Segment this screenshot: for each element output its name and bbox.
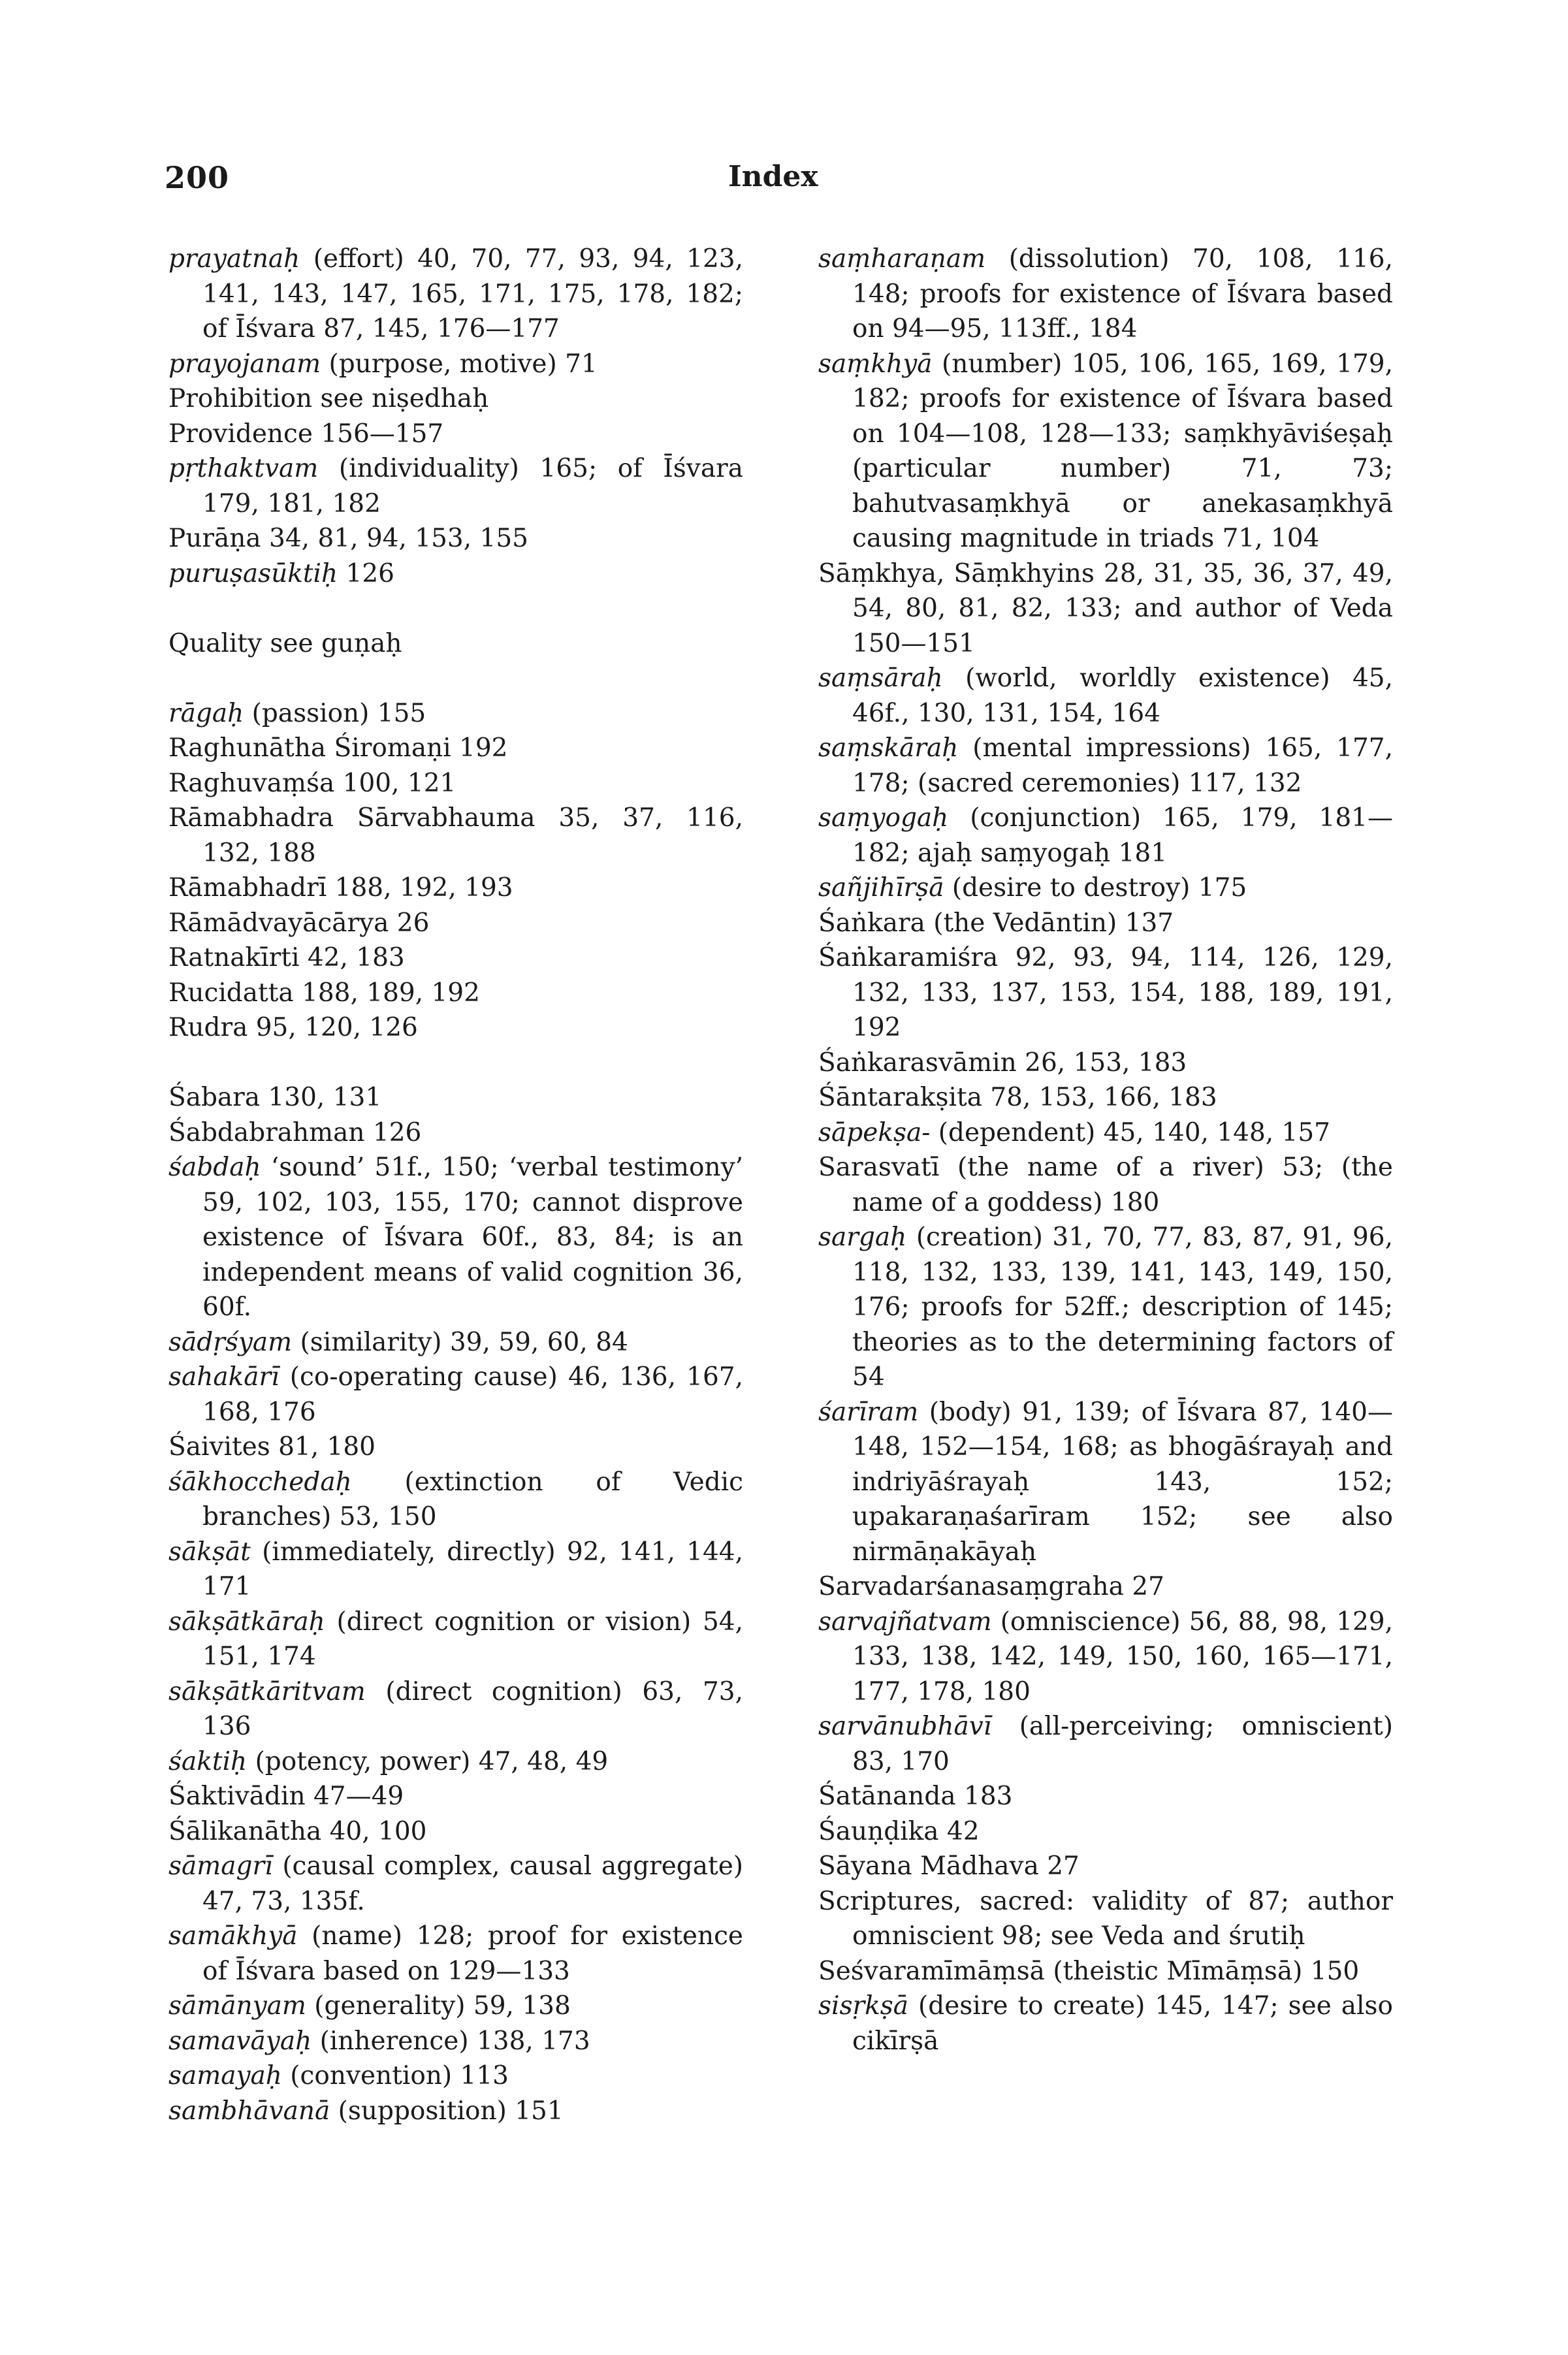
index-entry	[168, 1674, 743, 1744]
index-locators: (omniscience) 56, 88, 98, 129, 133, 138, 142, 149, 150, 160, 165—171, 177, 178, 180	[852, 1607, 1393, 1706]
index-locators: (desire to destroy) 175	[944, 873, 1247, 903]
index-entry	[168, 1010, 743, 1046]
index-entry	[168, 2059, 743, 2094]
index-entry	[818, 556, 1393, 662]
index-term: Rudra	[168, 1013, 248, 1042]
index-locators: 100, 121	[334, 768, 456, 798]
index-entry	[168, 556, 743, 592]
index-column-left	[168, 242, 743, 2128]
index-term: Śatānanda	[818, 1782, 956, 1811]
index-entry	[818, 1150, 1393, 1220]
index-entry	[818, 1080, 1393, 1115]
index-term: sisṛkṣā	[818, 1991, 909, 2021]
index-term: sargaḥ	[818, 1223, 907, 1252]
index-locators: (extinction of Vedic branches) 53, 150	[202, 1467, 743, 1531]
index-locators: 34, 81, 94, 153, 155	[261, 524, 528, 553]
index-term: saṃyogaḥ	[818, 803, 949, 833]
section-gap	[168, 661, 743, 696]
index-entry	[168, 417, 743, 452]
index-term: saṃkhyā	[818, 349, 933, 379]
index-entry	[168, 1360, 743, 1430]
index-term: sākṣātkāritvam	[168, 1676, 366, 1706]
index-term: prayojanam	[168, 349, 321, 379]
index-term: saṃskāraḥ	[818, 733, 959, 763]
index-term: Sarasvatī	[818, 1153, 940, 1182]
index-term: śākhocchedaḥ	[168, 1467, 352, 1497]
index-term: saṃsāraḥ	[818, 664, 943, 693]
index-entry	[168, 940, 743, 976]
index-term: Providence	[168, 419, 313, 449]
running-head: Index	[728, 160, 818, 193]
index-term: Seśvaramīmāṃsā	[818, 1956, 1045, 1986]
index-term: saṃharaṇam	[818, 244, 986, 274]
index-entry	[168, 2094, 743, 2129]
index-term: samayaḥ	[168, 2061, 282, 2091]
index-locators: 126	[338, 558, 394, 588]
section-gap	[168, 591, 743, 626]
index-term: rāgaḥ	[168, 698, 244, 728]
index-entry	[818, 1849, 1393, 1884]
index-locators: (effort) 40, 70, 77, 93, 94, 123, 141, 143, 147, 165, 171, 175, 178, 182; of Īśvara 87, 145, 176—177	[202, 244, 743, 344]
index-term: sākṣāt	[168, 1537, 251, 1567]
index-locators: 156—157	[312, 419, 444, 449]
index-term: Śaivites	[168, 1432, 270, 1462]
index-term: puruṣasūktiḥ	[168, 558, 338, 588]
index-term: sarvajñatvam	[818, 1607, 992, 1637]
index-entry	[818, 731, 1393, 801]
index-locators: 92, 93, 94, 114, 126, 129, 132, 133, 137, 153, 154, 188, 189, 191, 192	[852, 943, 1393, 1042]
index-entry	[168, 976, 743, 1011]
index-term: Scriptures, sacred:	[818, 1886, 1075, 1916]
index-entry	[168, 1605, 743, 1674]
index-term: sādṛśyam	[168, 1327, 293, 1357]
index-term: prayatnaḥ	[168, 244, 300, 274]
index-locators: (passion) 155	[244, 698, 426, 728]
index-locators: 42, 183	[299, 943, 405, 972]
index-entry	[818, 1884, 1393, 1954]
index-term: Sāyana Mādhava	[818, 1851, 1039, 1881]
index-locators: see guṇaḥ	[262, 628, 402, 658]
index-term: sahakārī	[168, 1362, 280, 1392]
index-locators: (world, worldly existence) 45, 46f., 130, 131, 154, 164	[852, 664, 1393, 728]
index-term: Śaṅkarasvāmin	[818, 1048, 1017, 1078]
index-locators: 27	[1038, 1851, 1080, 1881]
index-entry	[818, 242, 1393, 347]
index-locators: (co-operating cause) 46, 136, 167, 168, 176	[202, 1362, 743, 1427]
index-term: Quality	[168, 628, 262, 658]
index-column-right	[818, 242, 1393, 2059]
index-term: Rucidatta	[168, 978, 294, 1008]
index-entry	[168, 1325, 743, 1360]
index-locators: 188, 189, 192	[293, 978, 480, 1008]
index-entry	[168, 801, 743, 871]
index-locators: 183	[955, 1782, 1013, 1811]
index-entry	[168, 242, 743, 347]
index-locators: (individuality) 165; of Īśvara 179, 181, 182	[202, 454, 743, 519]
section-gap	[168, 1046, 743, 1081]
index-locators: 95, 120, 126	[248, 1013, 418, 1042]
index-term: sāmānyam	[168, 1991, 306, 2021]
index-entry	[818, 1779, 1393, 1814]
index-term: Rāmādvayācārya	[168, 908, 389, 938]
index-locators: ‘sound’ 51f., 150; ‘verbal testimony’ 59, 102, 103, 155, 170; cannot disprove existence of Īśvara 60f., 83, 84; is an independent means of valid cognition 36, 60f.	[202, 1153, 743, 1322]
index-locators: 35, 37, 116, 132, 188	[202, 803, 743, 868]
index-locators: (immediately, directly) 92, 141, 144, 171	[202, 1537, 743, 1601]
index-term: Sarvadarśanasaṃgraha	[818, 1572, 1124, 1601]
index-locators: 188, 192, 193	[327, 873, 513, 903]
index-entry	[168, 1115, 743, 1151]
index-locators: (the Vedāntin) 137	[925, 908, 1174, 938]
index-locators: 26	[389, 908, 430, 938]
index-term: samavāyaḥ	[168, 2026, 312, 2056]
index-entry	[818, 1046, 1393, 1081]
index-locators: (convention) 113	[281, 2061, 509, 2091]
index-term: sāmagrī	[168, 1851, 273, 1881]
index-term: śarīram	[818, 1397, 919, 1427]
index-entry	[168, 766, 743, 801]
index-term: śabdaḥ	[168, 1153, 261, 1182]
index-locators: (name) 128; proof for existence of Īśvara based on 129—133	[202, 1921, 743, 1986]
index-entry	[168, 626, 743, 662]
index-locators: (dissolution) 70, 108, 116, 148; proofs for existence of Īśvara based on 94—95, 113ff., 184	[852, 244, 1393, 344]
index-entry	[818, 871, 1393, 906]
index-entry	[818, 1814, 1393, 1850]
index-term: Śālikanātha	[168, 1816, 322, 1846]
index-entry	[818, 347, 1393, 556]
index-entry	[818, 1605, 1393, 1710]
index-locators: 26, 153, 183	[1016, 1048, 1187, 1078]
index-locators: (mental impressions) 165, 177, 178; (sacred ceremonies) 117, 132	[852, 733, 1393, 798]
index-locators: (desire to create) 145, 147; see also cikīrṣā	[852, 1991, 1393, 2056]
index-locators: (creation) 31, 70, 77, 83, 87, 91, 96, 118, 132, 133, 139, 141, 143, 149, 150, 176; proofs for 52ff.; description of 145; theories as to the determining factors of 54	[852, 1223, 1393, 1392]
index-entry	[168, 871, 743, 906]
index-locators: (conjunction) 165, 179, 181—182; ajaḥ saṃyogaḥ 181	[852, 803, 1393, 868]
index-locators: 47—49	[305, 1782, 404, 1811]
index-term: sākṣātkāraḥ	[168, 1607, 325, 1637]
index-locators: (potency, power) 47, 48, 49	[247, 1746, 609, 1776]
index-term: Purāṇa	[168, 524, 261, 553]
index-entry	[168, 1744, 743, 1780]
index-entry	[168, 381, 743, 417]
index-entry	[818, 661, 1393, 731]
index-locators: 78, 153, 166, 183	[982, 1083, 1217, 1112]
index-term: śaktiḥ	[168, 1746, 248, 1776]
index-term: sambhāvanā	[168, 2096, 330, 2126]
index-locators: 192	[451, 733, 508, 763]
index-locators: (dependent) 45, 140, 148, 157	[930, 1117, 1330, 1147]
index-locators: (inherence) 138, 173	[312, 2026, 590, 2056]
index-term: Rāmabhadrī	[168, 873, 327, 903]
index-locators: (similarity) 39, 59, 60, 84	[292, 1327, 628, 1357]
index-entry	[818, 940, 1393, 1046]
index-term: Sāṃkhya, Sāṃkhyins	[818, 558, 1095, 588]
index-locators: 27	[1123, 1572, 1164, 1601]
index-locators: (the name of a river) 53; (the name of a goddess) 180	[852, 1153, 1393, 1217]
index-entry	[168, 696, 743, 731]
index-locators: 28, 31, 35, 36, 37, 49, 54, 80, 81, 82, 133; and author of Veda 150—151	[852, 558, 1393, 658]
index-term: Śaṅkaramiśra	[818, 943, 999, 972]
index-entry	[818, 1395, 1393, 1570]
index-entry	[818, 1569, 1393, 1605]
index-locators: 130, 131	[260, 1083, 382, 1112]
index-entry	[818, 1709, 1393, 1779]
index-entry	[818, 1115, 1393, 1151]
index-locators: 81, 180	[270, 1432, 376, 1462]
index-entry	[168, 1849, 743, 1919]
index-entry	[168, 2024, 743, 2059]
index-locators: validity of 87; author omniscient 98; see Veda and śrutiḥ	[852, 1886, 1393, 1951]
index-locators: 126	[364, 1117, 422, 1147]
index-entry	[818, 801, 1393, 871]
index-term: Prohibition	[168, 384, 313, 413]
index-term: Śabdabrahman	[168, 1117, 365, 1147]
index-term: Raghuvaṃśa	[168, 768, 335, 798]
index-locators: 42	[938, 1816, 980, 1846]
index-locators: (causal complex, causal aggregate) 47, 73, 135f.	[202, 1851, 743, 1916]
index-entry	[818, 906, 1393, 941]
index-term: Śabara	[168, 1083, 261, 1112]
index-entry	[818, 1954, 1393, 1989]
index-entry	[818, 1220, 1393, 1395]
index-term: samākhyā	[168, 1921, 298, 1951]
index-term: pṛthaktvam	[168, 454, 319, 483]
index-term: Śauṇḍika	[818, 1816, 939, 1846]
index-locators: (supposition) 151	[330, 2096, 564, 2126]
index-entry	[818, 1989, 1393, 2059]
index-locators: (all-perceiving; omniscient) 83, 170	[852, 1712, 1393, 1776]
index-term: Śaktivādin	[168, 1782, 306, 1811]
index-entry	[168, 347, 743, 382]
index-term: sañjihīrṣā	[818, 873, 944, 903]
index-entry	[168, 1779, 743, 1814]
index-locators: (direct cognition or vision) 54, 151, 174	[202, 1607, 743, 1671]
index-term: Ratnakīrti	[168, 943, 300, 972]
index-entry	[168, 521, 743, 556]
index-term: sarvānubhāvī	[818, 1712, 992, 1741]
index-locators: (body) 91, 139; of Īśvara 87, 140—148, 152—154, 168; as bhogāśrayaḥ and indriyāśrayaḥ 143, 152; upakaraṇaśarīram 152; see also nirmāṇakāyaḥ	[852, 1397, 1393, 1567]
index-entry	[168, 731, 743, 766]
index-entry	[168, 1150, 743, 1325]
index-term: Śaṅkara	[818, 908, 925, 938]
index-term: Raghunātha Śiromaṇi	[168, 733, 451, 763]
index-entry	[168, 1430, 743, 1465]
index-entry	[168, 1535, 743, 1605]
index-entry	[168, 1814, 743, 1850]
index-entry	[168, 451, 743, 521]
index-entry	[168, 1989, 743, 2024]
index-entry	[168, 1080, 743, 1115]
index-locators: see niṣedhaḥ	[312, 384, 489, 413]
index-term: Śāntarakṣita	[818, 1083, 982, 1112]
index-entry	[168, 1919, 743, 1989]
index-locators: (purpose, motive) 71	[321, 349, 598, 379]
index-locators: (generality) 59, 138	[306, 1991, 571, 2021]
index-locators: (theistic Mīmāṃsā) 150	[1044, 1956, 1360, 1986]
index-locators: (direct cognition) 63, 73, 136	[202, 1676, 743, 1741]
index-term: sāpekṣa-	[818, 1117, 931, 1147]
index-locators: (number) 105, 106, 165, 169, 179, 182; proofs for existence of Īśvara based on 104—108, 128—133; saṃkhyāviśeṣaḥ (particular number) 71, 73; bahutvasaṃkhyā or anekasaṃkhyā causing magnitude in triads 71, 104	[852, 349, 1393, 553]
page-number: 200	[165, 160, 230, 195]
index-locators: 40, 100	[321, 1816, 427, 1846]
index-entry	[168, 1465, 743, 1535]
index-term: Rāmabhadra Sārvabhauma	[168, 803, 536, 833]
index-entry	[168, 906, 743, 941]
